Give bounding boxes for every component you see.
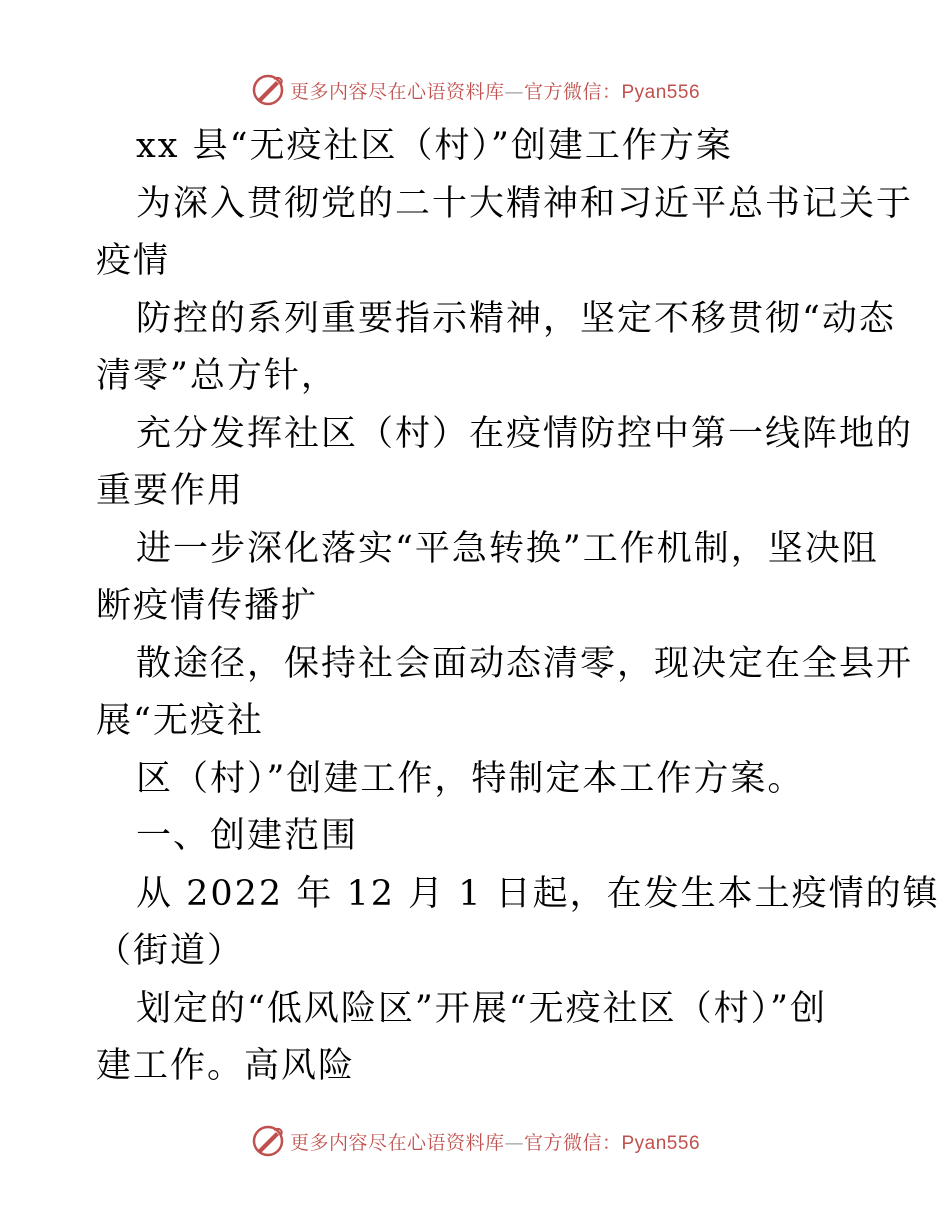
quill-logo-icon — [250, 1123, 286, 1159]
header-watermark-banner — [0, 70, 950, 110]
doc-line: 散途径，保持社会面动态清零，现决定在全县开 — [136, 643, 914, 684]
doc-line: （街道） — [96, 931, 245, 971]
doc-line: 断疫情传播扩 — [96, 586, 319, 626]
section-heading: 一、创建范围 — [136, 816, 359, 856]
footer-watermark-banner — [0, 1121, 950, 1161]
doc-line: 充分发挥社区（村）在疫情防控中第一线阵地的 — [136, 413, 914, 454]
doc-line: 为深入贯彻党的二十大精神和习近平总书记关于 — [136, 183, 914, 224]
doc-line: 建工作。高风险 — [96, 1046, 356, 1086]
doc-line: 疫情 — [96, 241, 171, 281]
doc-line: 重要作用 — [96, 471, 245, 511]
doc-line: 清零”总方针， — [96, 356, 338, 396]
watermark-text: 更多内容尽在心语资料库—官方微信：Pyan556 — [289, 80, 701, 103]
quill-logo-icon — [250, 72, 286, 108]
doc-line: 防控的系列重要指示精神，坚定不移贯彻“动态 — [136, 298, 896, 339]
doc-line: 从 2022 年 12 月 1 日起，在发生本土疫情的镇 — [136, 873, 940, 914]
document-body — [96, 118, 940, 1096]
watermark-text: 更多内容尽在心语资料库—官方微信：Pyan556 — [289, 1131, 701, 1154]
doc-line: 进一步深化落实“平急转换”工作机制，坚决阻 — [136, 528, 879, 569]
doc-line: 划定的“低风险区”开展“无疫社区（村）”创 — [136, 988, 828, 1029]
doc-line: 展“无疫社 — [96, 701, 264, 741]
doc-line: 区（村）”创建工作，特制定本工作方案。 — [136, 758, 805, 799]
doc-title: xx 县“无疫社区（村）”创建工作方案 — [136, 126, 733, 166]
